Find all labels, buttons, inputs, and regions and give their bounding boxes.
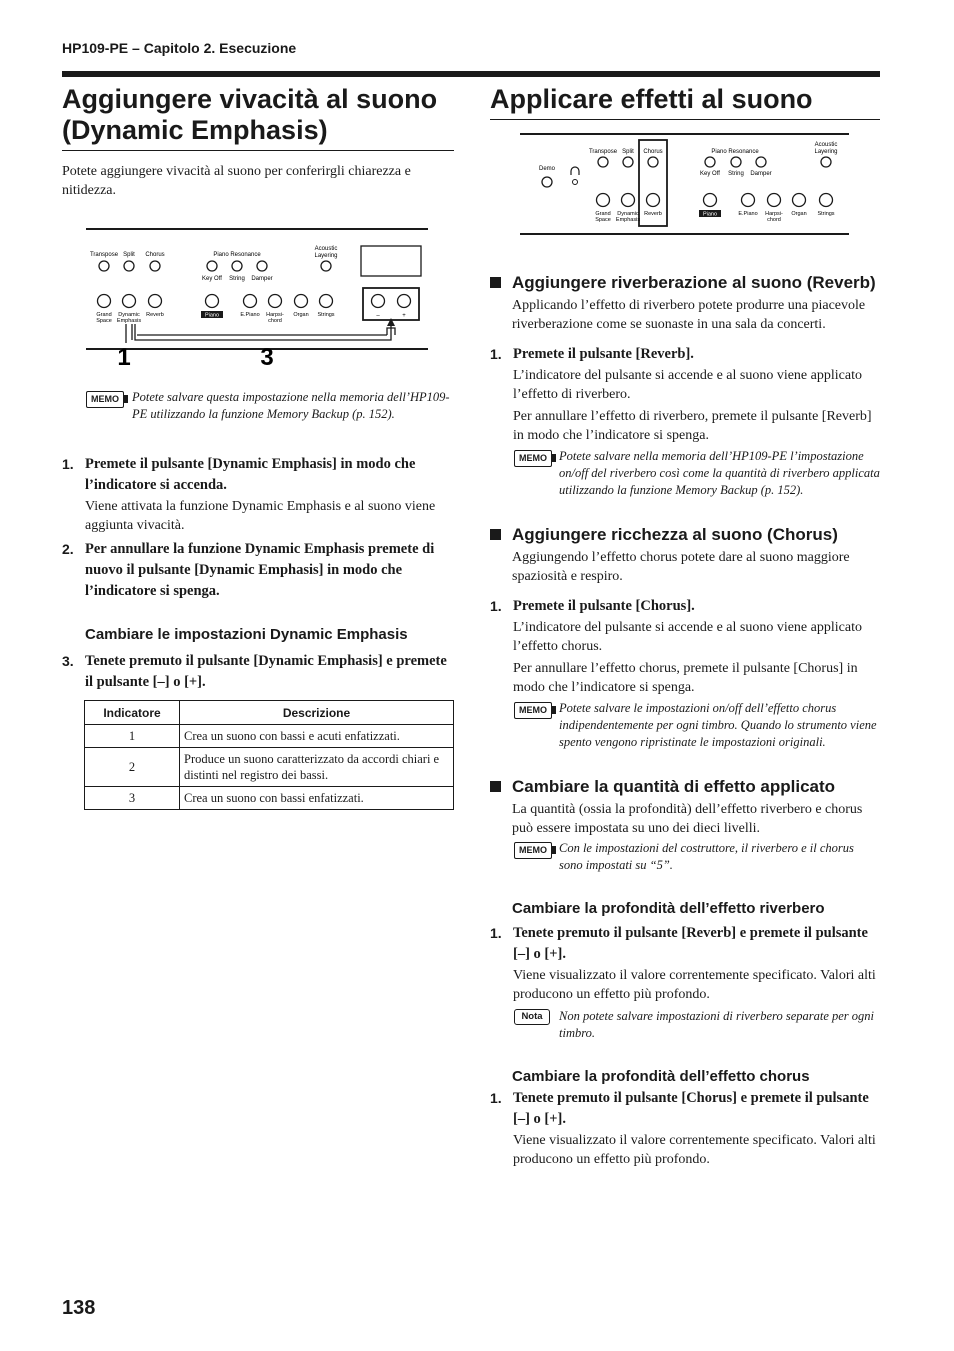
label-minus: –	[376, 313, 380, 319]
label-split-r: Split	[622, 149, 634, 155]
label-grand: Grand	[96, 312, 112, 318]
memo-note-chorus	[490, 700, 880, 751]
step-number: 3.	[62, 653, 74, 669]
button-chorus[interactable]	[150, 261, 160, 271]
table-cell-description: Crea un suono con bassi e acuti enfatizzati.	[180, 725, 454, 748]
label-plus: +	[402, 313, 406, 319]
label-key-off: Key Off	[202, 276, 222, 282]
subheading-dynamic-emphasis-settings: Cambiare le impostazioni Dynamic Emphasis	[85, 626, 408, 643]
svg-text:Chorus	[643, 149, 662, 155]
knob-piano[interactable]	[704, 194, 717, 207]
step-instruction: Tenete premuto il pulsante [Dynamic Emphasis] e premete il pulsante [–] o [+].	[85, 653, 447, 690]
callout-number-3: 3	[260, 344, 274, 371]
svg-text:Layering	[314, 253, 337, 259]
steps-list	[62, 454, 454, 602]
button-split[interactable]	[124, 261, 134, 271]
svg-text:Demo	[539, 166, 556, 172]
svg-text:Key Off	[700, 171, 720, 177]
label-string-r: String	[728, 171, 744, 177]
label-dynamic: Dynamic	[118, 312, 140, 318]
label-organ: Organ	[293, 312, 309, 318]
svg-text:Transpose	[589, 149, 618, 155]
step-description-1: L’indicatore del pulsante si accende e al suono viene applicato l’effetto chorus.	[513, 620, 862, 654]
label-key-off-r: Key Off	[700, 171, 720, 177]
step-1	[62, 454, 454, 535]
svg-text:Split	[123, 252, 135, 258]
section-title-dynamic-emphasis: Aggiungere vivacità al suono (Dynamic Emphasis)	[62, 84, 454, 151]
label-piano: Piano	[204, 312, 220, 319]
label-strings-r: Strings	[817, 211, 835, 217]
knob-grand-space[interactable]	[98, 295, 111, 308]
button-string[interactable]	[731, 157, 741, 167]
button-damper[interactable]	[257, 261, 267, 271]
running-header: HP109-PE – Capitolo 2. Esecuzione	[62, 40, 297, 56]
reverb-intro: Applicando l’effetto di riverbero potete produrre una piacevole riverberazione come se suonaste in una sala da concerti.	[512, 298, 866, 332]
header-rule	[62, 71, 880, 77]
label-acoustic: Acoustic	[314, 246, 338, 252]
button-damper[interactable]	[756, 157, 766, 167]
intro-text: Potete aggiungere vivacità al suono per conferirgli chiarezza e nitidezza.	[62, 164, 411, 198]
svg-text:Acoustic	[315, 246, 338, 252]
step-instruction: Premete il pulsante [Chorus].	[513, 598, 695, 614]
label-split: Split	[123, 252, 135, 258]
table-row	[85, 748, 454, 787]
table-cell-indicator: 3	[85, 787, 180, 810]
page-number: 138	[62, 1297, 96, 1319]
label-grand-r: Grand	[595, 211, 611, 217]
knob-organ[interactable]	[793, 194, 806, 207]
label-e-piano: E.Piano	[240, 312, 260, 318]
svg-text:+	[402, 313, 406, 319]
chorus-intro: Aggiungendo l’effetto chorus potete dare al suono maggiore spaziosità e respiro.	[512, 550, 850, 584]
chorus-step-1	[490, 596, 880, 697]
svg-text:Layering	[814, 149, 837, 155]
svg-text:Piano Resonance	[711, 149, 759, 155]
button-minus[interactable]	[372, 295, 385, 308]
step-number: 1.	[490, 598, 502, 614]
table-cell-description: Crea un suono con bassi enfatizzati.	[180, 787, 454, 810]
label-piano-resonance: Piano Resonance	[213, 252, 261, 258]
label-reverb-r: Reverb	[644, 211, 662, 217]
nota-text: Non potete salvare impostazioni di riverbero separate per ogni timbro.	[559, 1009, 875, 1040]
label-transpose-r: Transpose	[588, 149, 618, 155]
step-instruction: Premete il pulsante [Reverb].	[513, 346, 694, 362]
svg-text:Reverb	[146, 312, 164, 318]
table-cell-indicator: 1	[85, 725, 180, 748]
label-chorus-r: Chorus	[643, 149, 663, 155]
table-header-indicator: Indicatore	[85, 701, 180, 725]
memo-icon: MEMO	[514, 702, 552, 719]
button-demo[interactable]	[542, 177, 552, 187]
svg-text:chord	[268, 318, 282, 324]
memo-text: Potete salvare nella memoria dell’HP109-PE l’impostazione on/off del riverbero così come la quantità di riverbero applicata utilizzando la funzione Memory Backup (p. 152).	[559, 449, 880, 497]
button-plus[interactable]	[398, 295, 411, 308]
step-description: Viene attivata la funzione Dynamic Emphasis e al suono viene aggiunta vivacità.	[85, 499, 436, 533]
svg-text:Space	[96, 318, 112, 324]
heading-reverb: Aggiungere riverberazione al suono (Reverb)	[490, 272, 880, 294]
svg-text:Organ	[791, 211, 806, 217]
step-instruction: Tenete premuto il pulsante [Reverb] e premete il pulsante [–] o [+].	[513, 925, 868, 962]
button-acoustic-layering[interactable]	[321, 261, 331, 271]
svg-text:Emphasis	[117, 318, 141, 324]
label-string: String	[229, 276, 245, 282]
knob-dynamic-emphasis[interactable]	[622, 194, 635, 207]
subheading-chorus-depth: Cambiare la profondità dell’effetto chorus	[512, 1068, 810, 1085]
label-demo: Demo	[538, 166, 556, 172]
reverb-depth-step-1	[490, 923, 880, 1004]
svg-text:String	[728, 171, 744, 177]
label-e-piano-r: E.Piano	[738, 211, 758, 217]
svg-text:Space	[595, 217, 611, 223]
svg-text:Transpose	[90, 252, 119, 258]
svg-text:E.Piano	[240, 312, 259, 318]
step-description: Viene visualizzato il valore correntemente specificato. Valori alti producono un effetto più profondo.	[513, 1133, 876, 1167]
label-damper-r: Damper	[750, 171, 772, 177]
label-dynamic-r: Dynamic	[617, 211, 639, 217]
label-emphasis-r: Emphasis	[615, 217, 641, 223]
value-buttons-frame	[363, 288, 419, 320]
memo-note-reverb	[490, 448, 880, 499]
knob-reverb[interactable]	[647, 194, 660, 207]
knob-grand-space[interactable]	[597, 194, 610, 207]
panel-illustration-effects	[490, 130, 880, 240]
amount-intro: La quantità (ossia la profondità) dell’effetto riverbero e chorus può essere impostata su uno dei dieci livelli.	[512, 802, 863, 836]
memo-text: Con le impostazioni del costruttore, il riverbero e il chorus sono impostati su “5”.	[559, 841, 854, 872]
knob-dynamic-emphasis[interactable]	[123, 295, 136, 308]
svg-text:Reverb	[644, 211, 662, 217]
step-instruction: Per annullare la funzione Dynamic Emphasis premete di nuovo il pulsante [Dynamic Emphasis] in modo che l’indicatore si spenga.	[85, 541, 435, 599]
memo-icon: MEMO	[514, 842, 552, 859]
display-window	[361, 246, 421, 276]
button-key-off[interactable]	[207, 261, 217, 271]
step-number: 1.	[490, 346, 502, 362]
svg-text:Acoustic	[815, 142, 838, 148]
knob-harpsichord[interactable]	[768, 194, 781, 207]
memo-icon: MEMO	[514, 450, 552, 467]
table-row	[85, 787, 454, 810]
button-acoustic-layering[interactable]	[821, 157, 831, 167]
svg-text:Strings	[317, 312, 334, 318]
label-strings: Strings	[317, 312, 335, 318]
step-description	[513, 366, 880, 445]
step-2	[62, 539, 454, 602]
svg-text:E.Piano	[738, 211, 757, 217]
step-number: 1.	[490, 925, 502, 941]
label-space: Space	[96, 318, 112, 324]
knob-piano[interactable]	[206, 295, 219, 308]
step-description-2: Per annullare l’effetto chorus, premete il pulsante [Chorus] in modo che l’indicatore si spenga.	[513, 661, 858, 695]
panel-illustration	[62, 218, 454, 378]
panel-diagram-dynamic-emphasis	[62, 218, 454, 378]
svg-text:Damper	[750, 171, 771, 177]
svg-text:–	[376, 313, 380, 319]
svg-text:Emphasis	[616, 217, 640, 223]
step-number: 1.	[490, 1090, 502, 1106]
subheading-reverb-depth: Cambiare la profondità dell’effetto riverbero	[512, 900, 825, 917]
label-transpose: Transpose	[89, 252, 119, 258]
svg-text:Piano Resonance	[213, 252, 261, 258]
step-instruction: Tenete premuto il pulsante [Chorus] e premete il pulsante [–] o [+].	[513, 1090, 869, 1127]
left-column	[62, 84, 454, 810]
headphones-icon	[571, 167, 579, 175]
label-organ-r: Organ	[791, 211, 807, 217]
label-chord: chord	[268, 318, 282, 324]
label-harpsi-r: Harpsi-	[765, 211, 783, 217]
knob-strings[interactable]	[820, 194, 833, 207]
section-chorus	[490, 524, 880, 751]
memo-text: Potete salvare questa impostazione nella memoria dell’HP109-PE utilizzando la funzione Memory Backup (p. 152).	[132, 390, 450, 421]
section-reverb	[490, 272, 880, 499]
table-row	[85, 725, 454, 748]
step-instruction: Premete il pulsante [Dynamic Emphasis] in modo che l’indicatore si accenda.	[85, 456, 416, 493]
knob-e-piano[interactable]	[742, 194, 755, 207]
svg-text:Strings	[817, 211, 834, 217]
svg-text:Split	[622, 149, 634, 155]
right-column	[490, 84, 880, 1169]
svg-text:Chorus	[145, 252, 164, 258]
button-transpose[interactable]	[598, 157, 608, 167]
svg-text:String	[229, 276, 245, 282]
indicator-table	[84, 700, 454, 810]
step-description-2: Per annullare l’effetto di riverbero, premete il pulsante [Reverb] in modo che l’indicatore si spenga.	[513, 409, 872, 443]
label-space-r: Space	[595, 217, 611, 223]
panel-diagram-effects	[490, 130, 880, 240]
label-emphasis: Emphasis	[116, 318, 142, 324]
label-damper: Damper	[251, 276, 273, 282]
label-harpsi: Harpsi-	[266, 312, 284, 318]
button-key-off[interactable]	[705, 157, 715, 167]
memo-note-amount	[490, 840, 880, 874]
table-cell-indicator: 2	[85, 748, 180, 787]
svg-text:chord	[767, 217, 781, 223]
button-string[interactable]	[232, 261, 242, 271]
label-chord-r: chord	[767, 217, 781, 223]
svg-text:Piano	[703, 212, 717, 218]
step-description-1: L’indicatore del pulsante si accende e al suono viene applicato l’effetto di riverbero.	[513, 368, 862, 402]
button-split[interactable]	[623, 157, 633, 167]
nota-icon: Nota	[514, 1009, 550, 1025]
callout-number-1: 1	[117, 344, 131, 371]
callout-line-3	[135, 324, 391, 340]
memo-text: Potete salvare le impostazioni on/off dell’effetto chorus indipendentemente per ogni timbro. Quando lo strumento viene spento vengono ripristinate le impostazioni originali.	[559, 701, 877, 749]
step-3	[62, 651, 454, 693]
step-number: 1.	[62, 456, 74, 472]
label-acoustic-r: Acoustic	[814, 142, 838, 148]
nota-note	[490, 1008, 880, 1042]
table-cell-description: Produce un suono caratterizzato da accordi chiari e distinti nel registro dei bassi.	[180, 748, 454, 787]
label-piano-resonance-r: Piano Resonance	[711, 149, 759, 155]
svg-text:Organ	[293, 312, 308, 318]
svg-text:1	[117, 344, 130, 371]
knob-organ[interactable]	[295, 295, 308, 308]
memo-note	[62, 389, 454, 423]
label-reverb: Reverb	[146, 312, 164, 318]
knob-harpsichord[interactable]	[269, 295, 282, 308]
svg-text:Piano	[205, 313, 219, 319]
button-transpose[interactable]	[99, 261, 109, 271]
heading-effect-amount: Cambiare la quantità di effetto applicato	[490, 776, 880, 798]
reverb-step-1	[490, 344, 880, 445]
svg-text:Damper	[251, 276, 272, 282]
button-chorus[interactable]	[648, 157, 658, 167]
label-layering-r: Layering	[814, 149, 838, 155]
knob-e-piano[interactable]	[244, 295, 257, 308]
label-piano-r: Piano	[702, 211, 718, 218]
knob-strings[interactable]	[320, 295, 333, 308]
section-effect-amount	[490, 776, 880, 1169]
section-title-effects: Applicare effetti al suono	[490, 84, 880, 120]
step-number: 2.	[62, 541, 74, 557]
knob-reverb[interactable]	[149, 295, 162, 308]
svg-text:Key Off	[202, 276, 222, 282]
table-header-description: Descrizione	[180, 701, 454, 725]
step-description: Viene visualizzato il valore correntemente specificato. Valori alti producono un effetto più profondo.	[513, 968, 876, 1002]
memo-icon: MEMO	[86, 391, 124, 408]
chorus-depth-step-1	[490, 1088, 880, 1169]
step-description	[513, 618, 880, 697]
label-chorus: Chorus	[145, 252, 165, 258]
headphone-jack	[573, 180, 578, 185]
heading-chorus: Aggiungere ricchezza al suono (Chorus)	[490, 524, 880, 546]
label-layering: Layering	[314, 253, 338, 259]
svg-text:3	[260, 344, 273, 371]
